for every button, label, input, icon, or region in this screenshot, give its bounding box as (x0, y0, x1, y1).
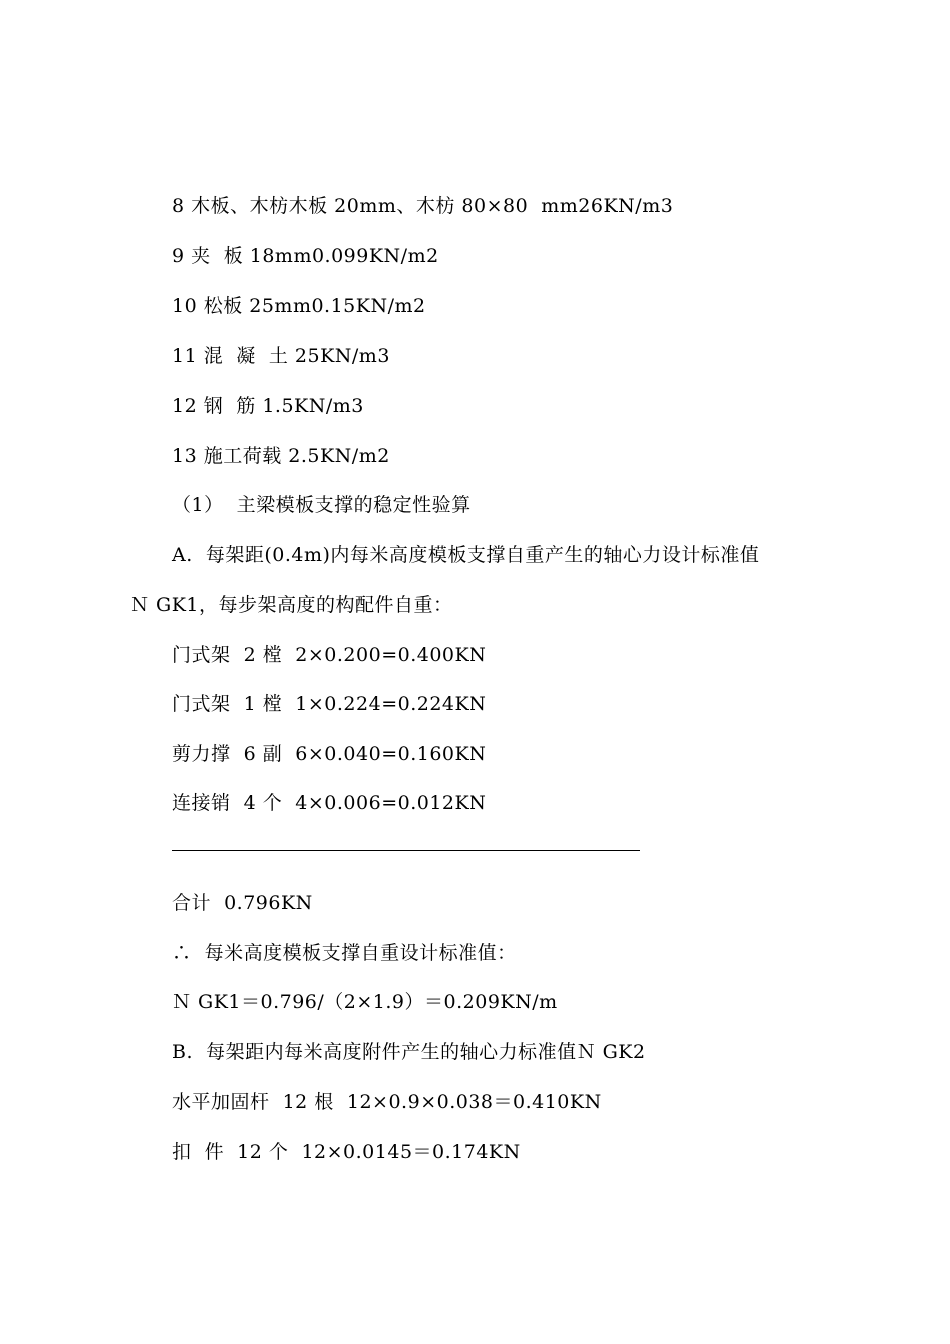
formula-ngk1: Ｎ GK1＝0.796/（2×1.9）＝0.209KN/m (172, 991, 558, 1013)
text-line-wood-board: 8 木板、木枋木板 20mm、木枋 80×80 mm26KN/m3 (172, 195, 674, 217)
calc-total: 合计 0.796KN (172, 892, 313, 914)
calc-row-connecting-pin: 连接销 4 个 4×0.006=0.012KN (172, 792, 487, 814)
conclusion-heading: ∴ 每米高度模板支撑自重设计标准值： (172, 942, 517, 964)
paragraph-a-line-1: A. 每架距(0.4m)内每米高度模板支撑自重产生的轴心力设计标准值 (172, 544, 760, 566)
paragraph-b-heading: B. 每架距内每米高度附件产生的轴心力标准值Ｎ GK2 (172, 1041, 646, 1063)
calc-row-fastener: 扣 件 12 个 12×0.0145＝0.174KN (172, 1141, 521, 1163)
text-line-construction-load: 13 施工荷载 2.5KN/m2 (172, 445, 390, 467)
calc-row-door-frame-2: 门式架 2 樘 2×0.200=0.400KN (172, 644, 487, 666)
sum-divider-line (172, 850, 640, 851)
text-line-pine-board: 10 松板 25mm0.15KN/m2 (172, 295, 426, 317)
calc-row-horizontal-bar: 水平加固杆 12 根 12×0.9×0.038＝0.410KN (172, 1091, 602, 1113)
section-heading: （1） 主梁模板支撑的稳定性验算 (172, 494, 471, 516)
calc-row-shear-brace: 剪力撑 6 副 6×0.040=0.160KN (172, 743, 487, 765)
paragraph-a-line-2: Ｎ GK1，每步架高度的构配件自重： (130, 594, 453, 616)
calc-row-door-frame-1: 门式架 1 樘 1×0.224=0.224KN (172, 693, 487, 715)
text-line-concrete: 11 混 凝 土 25KN/m3 (172, 345, 390, 367)
text-line-rebar: 12 钢 筋 1.5KN/m3 (172, 395, 364, 417)
text-line-plywood: 9 夹 板 18mm0.099KN/m2 (172, 245, 439, 267)
